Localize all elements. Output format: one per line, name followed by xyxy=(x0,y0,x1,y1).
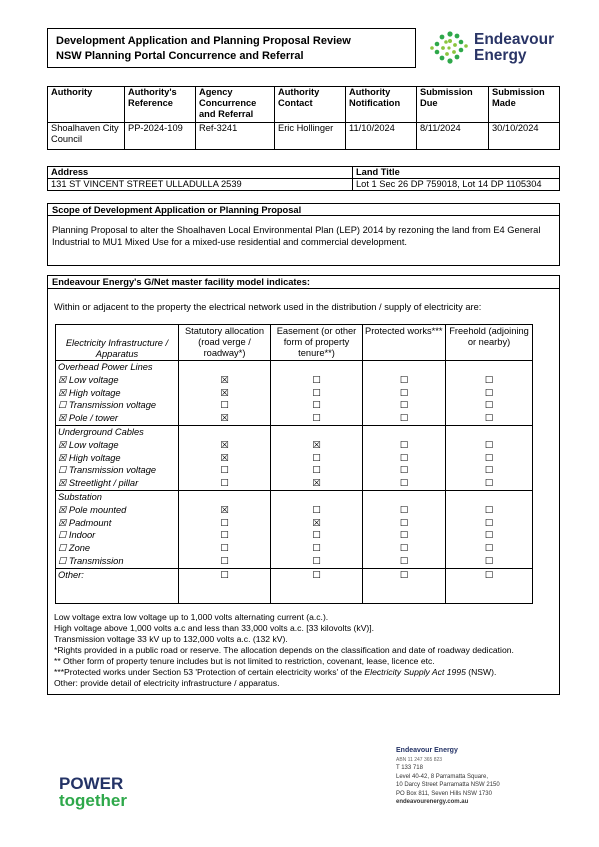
document-subtitle: NSW Planning Portal Concurrence and Referral xyxy=(56,50,304,62)
footer-phone: T 133 718 xyxy=(396,765,423,771)
footer-website: endeavourenergy.com.au xyxy=(396,799,469,805)
footer-address-1: Level 40-42, 8 Parramatta Square, xyxy=(396,773,489,780)
group-label: Overhead Power Lines xyxy=(56,361,179,374)
power-word: POWER xyxy=(59,774,124,793)
item-label: ☐ Transmission xyxy=(56,555,179,568)
notes xyxy=(54,612,514,689)
col-authority-reference: Authority's Reference xyxy=(125,87,196,123)
cell-concurrence: Ref-3241 xyxy=(196,123,275,150)
col-infrastructure: Electricity Infrastructure / Apparatus xyxy=(56,325,179,361)
checkbox-icon: ☐ xyxy=(312,374,321,385)
group-cell xyxy=(271,361,363,426)
checkbox-icon: ☐ xyxy=(399,465,409,476)
footer-contact xyxy=(396,747,500,807)
checkbox-icon: ☐ xyxy=(399,413,409,424)
col-statutory: Statutory allocation (road verge / roadway*) xyxy=(179,325,271,361)
checkbox-icon: ☐ xyxy=(484,465,494,476)
checkbox-icon: ☐ xyxy=(484,374,494,385)
note-protected-works: ***Protected works under Section 53 'Protection of certain electricity works' of the Electricity Supply Act 1995 (NSW). xyxy=(54,667,497,677)
item-label: ☐ Transmission voltage xyxy=(56,464,179,477)
note-low-voltage: Low voltage extra low voltage up to 1,000 volts alternating current (a.c.). xyxy=(54,612,329,622)
checkbox-icon: ☐ xyxy=(484,530,494,541)
checkbox-icon: ☐ xyxy=(399,387,409,398)
address-value: 131 ST VINCENT STREET ULLADULLA 2539 xyxy=(48,179,353,191)
footer-address-2: 10 Darcy Street Parramatta NSW 2150 xyxy=(396,782,500,788)
address-table xyxy=(47,166,560,191)
group-row xyxy=(56,361,533,374)
group-cell xyxy=(179,425,271,490)
checkbox-icon: ☐ xyxy=(220,400,229,411)
cell-notification: 11/10/2024 xyxy=(346,123,417,150)
cell-submission-made: 30/10/2024 xyxy=(489,123,560,150)
checkbox-icon: ☐ xyxy=(220,555,229,566)
checkbox-icon: ☐ xyxy=(399,478,409,489)
checkbox-icon: ☐ xyxy=(312,530,321,541)
item-label: ☒ High voltage xyxy=(56,387,179,400)
checkbox-icon: ☒ xyxy=(220,413,229,424)
checkbox-icon: ☐ xyxy=(312,400,321,411)
checkbox-icon: ☐ xyxy=(484,387,494,398)
checkbox-icon: ☒ xyxy=(312,517,321,528)
scope-heading: Scope of Development Application or Planning Proposal xyxy=(47,203,560,216)
group-cell xyxy=(363,490,446,568)
checkbox-icon: ☐ xyxy=(179,568,271,603)
checkbox-icon: ☐ xyxy=(484,413,494,424)
checkbox-icon: ☐ xyxy=(399,504,409,515)
checkbox-icon: ☐ xyxy=(484,452,494,463)
checkbox-icon: ☒ xyxy=(220,374,229,385)
endeavour-energy-logo xyxy=(428,30,563,66)
checkbox-icon: ☐ xyxy=(363,568,446,603)
checkbox-icon: ☐ xyxy=(312,452,321,463)
checkbox-icon: ☐ xyxy=(312,555,321,566)
item-label: ☐ Transmission voltage xyxy=(56,399,179,412)
infrastructure-table xyxy=(55,324,533,604)
checkbox-icon: ☐ xyxy=(484,517,494,528)
item-label: ☐ Indoor xyxy=(56,529,179,542)
checkbox-icon: ☒ xyxy=(312,439,321,450)
checkbox-icon: ☐ xyxy=(220,478,229,489)
checkbox-icon: ☒ xyxy=(220,452,229,463)
address-label: Address xyxy=(48,167,353,179)
footer-abn: ABN 11 247 365 823 xyxy=(396,756,443,763)
group-label: Substation xyxy=(56,490,179,503)
authority-table xyxy=(47,86,560,150)
gnet-section xyxy=(47,275,560,695)
checkbox-icon: ☐ xyxy=(312,504,321,515)
checkbox-icon: ☐ xyxy=(399,530,409,541)
gnet-heading: Endeavour Energy's G/Net master facility model indicates: xyxy=(48,276,559,289)
checkbox-icon: ☐ xyxy=(484,400,494,411)
col-agency-concurrence: Agency Concurrence and Referral xyxy=(196,87,275,123)
checkbox-icon: ☐ xyxy=(484,504,494,515)
cell-authority: Shoalhaven City Council xyxy=(48,123,125,150)
checkbox-icon: ☐ xyxy=(312,465,321,476)
col-authority-contact: Authority Contact xyxy=(275,87,346,123)
checkbox-icon: ☐ xyxy=(271,568,363,603)
col-protected: Protected works*** xyxy=(363,325,446,361)
cell-reference: PP-2024-109 xyxy=(125,123,196,150)
land-title-label: Land Title xyxy=(353,167,560,179)
group-cell xyxy=(271,425,363,490)
checkbox-icon: ☒ xyxy=(220,439,229,450)
other-label: Other: xyxy=(56,568,179,603)
logo-word-energy: Energy xyxy=(474,47,527,64)
group-row xyxy=(56,425,533,438)
checkbox-icon: ☐ xyxy=(220,543,229,554)
checkbox-icon: ☐ xyxy=(399,374,409,385)
item-label: ☒ High voltage xyxy=(56,452,179,465)
checkbox-icon: ☐ xyxy=(312,413,321,424)
authority-data-row xyxy=(48,123,560,150)
group-cell xyxy=(446,490,533,568)
item-label: ☒ Streetlight / pillar xyxy=(56,477,179,490)
col-submission-made: Submission Made xyxy=(489,87,560,123)
together-word: together xyxy=(59,791,127,810)
col-authority: Authority xyxy=(48,87,125,123)
group-label: Underground Cables xyxy=(56,425,179,438)
checkbox-icon: ☐ xyxy=(484,555,494,566)
group-row xyxy=(56,490,533,503)
checkbox-icon: ☐ xyxy=(220,530,229,541)
logo-word-endeavour: Endeavour xyxy=(474,31,555,48)
cell-contact: Eric Hollinger xyxy=(275,123,346,150)
checkbox-icon: ☐ xyxy=(399,400,409,411)
checkbox-icon: ☐ xyxy=(399,543,409,554)
checkbox-icon: ☐ xyxy=(399,452,409,463)
checkbox-icon: ☐ xyxy=(484,543,494,554)
note-transmission: Transmission voltage 33 kV up to 132,000 volts a.c. (132 kV). xyxy=(54,634,288,644)
logo-dots-icon xyxy=(428,30,472,66)
footer-address-3: PO Box 811, Seven Hills NSW 1730 xyxy=(396,790,492,797)
item-label: ☒ Low voltage xyxy=(56,374,179,387)
checkbox-icon: ☒ xyxy=(312,478,321,489)
checkbox-icon: ☐ xyxy=(220,517,229,528)
group-cell xyxy=(446,425,533,490)
item-label: ☒ Padmount xyxy=(56,517,179,530)
cell-submission-due: 8/11/2024 xyxy=(417,123,489,150)
checkbox-icon: ☐ xyxy=(484,439,494,450)
checkbox-icon: ☐ xyxy=(220,465,229,476)
checkbox-icon: ☒ xyxy=(220,504,229,515)
note-rights: *Rights provided in a public road or reserve. The allocation depends on the classification and date of roadway dedication. xyxy=(54,645,514,655)
group-cell xyxy=(363,361,446,426)
item-label: ☒ Pole mounted xyxy=(56,504,179,517)
authority-header-row xyxy=(48,87,560,123)
item-label: ☒ Low voltage xyxy=(56,439,179,452)
footer-company: Endeavour Energy xyxy=(396,747,458,754)
col-submission-due: Submission Due xyxy=(417,87,489,123)
checkbox-icon: ☐ xyxy=(312,543,321,554)
checkbox-icon: ☐ xyxy=(399,555,409,566)
col-freehold: Freehold (adjoining or nearby) xyxy=(446,325,533,361)
col-easement: Easement (or other form of property tenure**) xyxy=(271,325,363,361)
group-cell xyxy=(271,490,363,568)
document-title: Development Application and Planning Proposal Review xyxy=(56,35,351,47)
document-title-box xyxy=(47,28,416,68)
group-cell xyxy=(363,425,446,490)
col-authority-notification: Authority Notification xyxy=(346,87,417,123)
group-cell xyxy=(179,361,271,426)
checkbox-icon: ☐ xyxy=(399,439,409,450)
note-high-voltage: High voltage above 1,000 volts a.c and less than 33,000 volts a.c. [33 kilovolts (kV)]. xyxy=(54,623,375,633)
other-row xyxy=(56,568,533,603)
item-label: ☐ Zone xyxy=(56,542,179,555)
land-title-value: Lot 1 Sec 26 DP 759018, Lot 14 DP 1105304 xyxy=(353,179,560,191)
act-name: Electricity Supply Act 1995 xyxy=(364,667,466,677)
checkbox-icon: ☐ xyxy=(312,387,321,398)
note-other: Other: provide detail of electricity infrastructure / apparatus. xyxy=(54,678,280,688)
power-together-logo xyxy=(59,775,127,809)
checkbox-icon: ☐ xyxy=(446,568,533,603)
checkbox-icon: ☐ xyxy=(484,478,494,489)
gnet-intro: Within or adjacent to the property the electrical network used in the distribution / supply of electricity are: xyxy=(54,302,482,312)
scope-body: Planning Proposal to alter the Shoalhaven Local Environmental Plan (LEP) 2014 by rezoning the land from E4 General Industrial to MU1 Mixed Use for a mixed-use residential and commercial development. xyxy=(47,216,560,266)
item-label: ☒ Pole / tower xyxy=(56,412,179,425)
group-cell xyxy=(446,361,533,426)
group-cell xyxy=(179,490,271,568)
infrastructure-header-row xyxy=(56,325,533,361)
checkbox-icon: ☐ xyxy=(399,517,409,528)
note-tenure: ** Other form of property tenure includes but is not limited to restriction, covenant, lease, licence etc. xyxy=(54,656,435,666)
checkbox-icon: ☒ xyxy=(220,387,229,398)
